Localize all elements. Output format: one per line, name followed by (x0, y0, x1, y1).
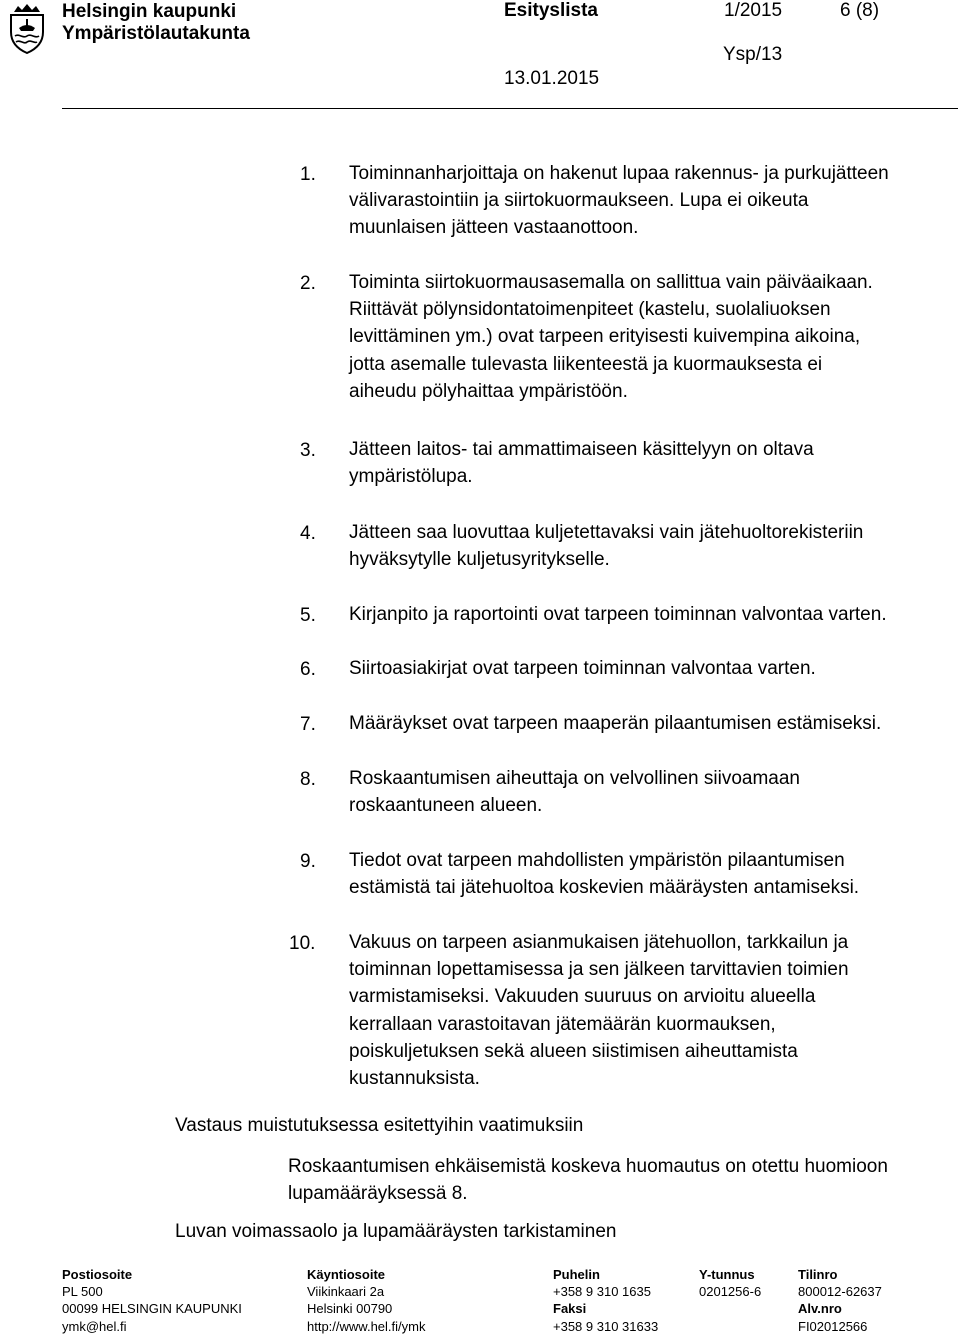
footer-value: 00099 HELSINGIN KAUPUNKI (62, 1301, 242, 1317)
item-line: kerrallaan varastoitavan jätemäärän kuormauksen, (349, 1013, 776, 1035)
item-number: 5. (300, 605, 316, 626)
helsinki-coat-of-arms-logo (6, 2, 48, 54)
item-line: Riittävät pölynsidontatoimenpiteet (kastelu, suolaliuoksen (349, 299, 831, 321)
footer-value: PL 500 (62, 1284, 103, 1300)
item-line: hyväksytylle kuljetusyritykselle. (349, 549, 610, 571)
footer-value: 800012-62637 (798, 1284, 882, 1300)
item-number: 9. (300, 851, 316, 872)
footer-heading: Alv.nro (798, 1301, 842, 1317)
footer-value: +358 9 310 1635 (553, 1284, 651, 1300)
footer-account (798, 1266, 882, 1335)
item-number: 6. (300, 659, 316, 680)
item-line: Määräykset ovat tarpeen maaperän pilaantumisen estämiseksi. (349, 713, 882, 734)
organization-name: Helsingin kaupunki (62, 1, 237, 22)
list-item (349, 765, 949, 819)
item-line: Vakuus on tarpeen asianmukaisen jätehuollon, tarkkailun ja (349, 932, 849, 953)
validity-heading: Luvan voimassaolo ja lupamääräysten tarkistaminen (175, 1221, 617, 1242)
section-number: Ysp/13 (723, 44, 783, 65)
item-line: välivarastointiin ja siirtokuormaukseen. Lupa ei oikeuta (349, 190, 809, 212)
item-line: Tiedot ovat tarpeen mahdollisten ympäristön pilaantumisen (349, 850, 845, 871)
footer-heading: Puhelin (553, 1267, 600, 1282)
list-item (349, 436, 949, 490)
item-line: kustannuksista. (349, 1068, 480, 1090)
list-item (349, 160, 949, 242)
item-number: 2. (300, 273, 316, 294)
item-line: Roskaantumisen aiheuttaja on velvollinen siivoamaan (349, 768, 800, 789)
item-number: 7. (300, 714, 316, 735)
item-line: muunlaisen jätteen vastaanottoon. (349, 217, 639, 239)
item-line: Jätteen saa luovuttaa kuljetettavaksi vain jätehuoltorekisteriin (349, 522, 864, 543)
footer-heading: Tilinro (798, 1267, 838, 1282)
footer-value: Helsinki 00790 (307, 1301, 393, 1317)
footer-heading: Postiosoite (62, 1267, 133, 1282)
header-rule (62, 108, 958, 109)
footer-value: FI02012566 (798, 1318, 868, 1334)
item-line: estämistä tai jätehuoltoa koskevien määräysten antamiseksi. (349, 877, 860, 899)
item-line: Kirjanpito ja raportointi ovat tarpeen toiminnan valvontaa varten. (349, 604, 887, 625)
footer-phone (553, 1266, 658, 1335)
item-line: varmistamiseksi. Vakuuden suuruus on arvioitu alueella (349, 986, 816, 1008)
footer-heading: Faksi (553, 1301, 587, 1317)
footer-value: 0201256-6 (699, 1284, 762, 1300)
list-item (349, 269, 949, 405)
footer-value: +358 9 310 31633 (553, 1318, 659, 1334)
footer-business-id (699, 1266, 761, 1300)
item-line: poiskuljetuksen sekä alueen siistimisen aiheuttamista (349, 1040, 798, 1062)
meeting-date: 13.01.2015 (504, 68, 600, 89)
item-line: Siirtoasiakirjat ovat tarpeen toiminnan valvontaa varten. (349, 658, 816, 679)
list-item (349, 929, 949, 1092)
page-number: 6 (8) (840, 0, 880, 21)
item-number: 10. (289, 933, 316, 954)
response-heading: Vastaus muistutuksessa esitettyihin vaatimuksiin (175, 1115, 584, 1136)
footer-heading: Käyntiosoite (307, 1267, 386, 1282)
item-line: roskaantuneen alueen. (349, 795, 543, 817)
item-number: 3. (300, 440, 316, 461)
response-line: lupamääräyksessä 8. (288, 1183, 468, 1205)
document-type: Esityslista (504, 0, 598, 21)
item-line: Jätteen laitos- tai ammattimaiseen käsittelyyn on oltava (349, 439, 814, 460)
footer-email[interactable]: ymk@hel.fi (62, 1318, 127, 1334)
list-item (349, 519, 949, 573)
item-number: 1. (300, 164, 316, 185)
list-item (349, 847, 949, 901)
footer-visiting-address (307, 1266, 425, 1335)
footer-website-link[interactable]: http://www.hel.fi/ymk (307, 1318, 426, 1334)
item-line: aiheudu pölyhaittaa ympäristöön. (349, 380, 628, 402)
item-number: 8. (300, 769, 316, 790)
item-line: toiminnan lopettamisessa ja sen jälkeen tarvittavien toimien (349, 959, 849, 981)
item-line: levittäminen ym.) ovat tarpeen erityisesti kuivempina aikoina, (349, 326, 861, 348)
footer-postal-address (62, 1266, 242, 1335)
item-line: Toiminta siirtokuormausasemalla on sallittua vain päiväaikaan. (349, 272, 873, 293)
item-number: 4. (300, 523, 316, 544)
list-item (349, 601, 949, 628)
footer-value: Viikinkaari 2a (307, 1284, 385, 1300)
item-line: ympäristölupa. (349, 466, 473, 488)
footer-heading: Y-tunnus (699, 1267, 755, 1282)
document-number: 1/2015 (724, 0, 783, 21)
response-line: Roskaantumisen ehkäisemistä koskeva huomautus on otettu huomioon (288, 1156, 888, 1177)
list-item (349, 710, 949, 737)
committee-name: Ympäristölautakunta (62, 23, 250, 44)
item-line: jotta asemalle tulevasta liikenteestä ja kuormauksesta ei (349, 353, 823, 375)
list-item (349, 655, 949, 682)
item-line: Toiminnanharjoittaja on hakenut lupaa rakennus- ja purkujätteen (349, 163, 889, 184)
response-text (288, 1153, 953, 1207)
